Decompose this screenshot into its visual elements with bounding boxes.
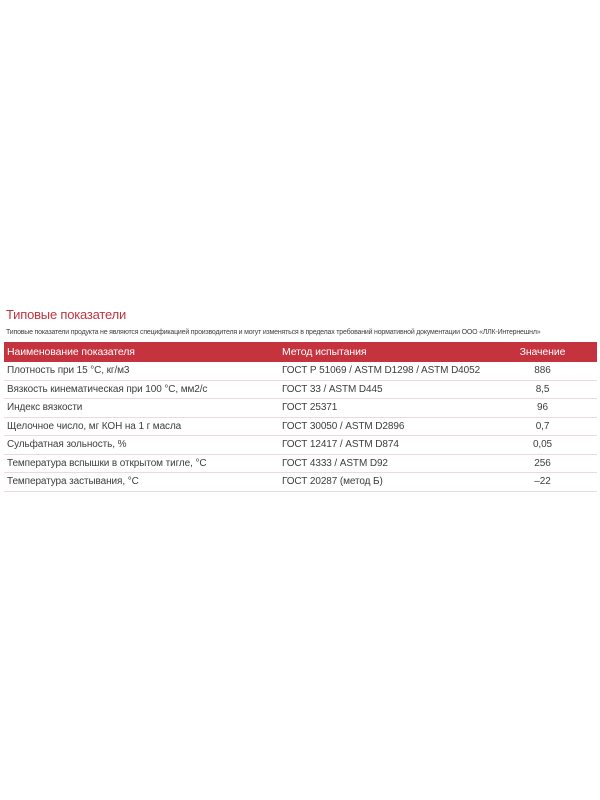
parameter-name-cell: Щелочное число, мг КОН на 1 г масла <box>4 417 282 436</box>
parameter-name-cell: Вязкость кинематическая при 100 °С, мм2/с <box>4 380 282 399</box>
column-header-method: Метод испытания <box>282 342 488 362</box>
test-method-cell: ГОСТ Р 51069 / ASTM D1298 / ASTM D4052 <box>282 362 488 380</box>
page-title: Типовые показатели <box>6 307 127 322</box>
test-method-cell: ГОСТ 12417 / ASTM D874 <box>282 436 488 455</box>
parameter-value-cell: 0,05 <box>488 436 597 455</box>
parameter-name-cell: Плотность при 15 °С, кг/м3 <box>4 362 282 380</box>
parameter-value-cell: 8,5 <box>488 380 597 399</box>
parameter-name-cell: Температура застывания, °С <box>4 473 282 492</box>
parameter-value-cell: 96 <box>488 399 597 418</box>
column-header-name: Наименование показателя <box>4 342 282 362</box>
parameter-value-cell: 0,7 <box>488 417 597 436</box>
parameter-name-cell: Температура вспышки в открытом тигле, °С <box>4 454 282 473</box>
table-row <box>4 473 597 492</box>
table-row <box>4 454 597 473</box>
test-method-cell: ГОСТ 4333 / ASTM D92 <box>282 454 488 473</box>
test-method-cell: ГОСТ 20287 (метод Б) <box>282 473 488 492</box>
parameter-value-cell: 886 <box>488 362 597 380</box>
table-row <box>4 417 597 436</box>
parameter-name-cell: Сульфатная зольность, % <box>4 436 282 455</box>
parameter-name-cell: Индекс вязкости <box>4 399 282 418</box>
spec-table <box>4 342 597 492</box>
column-header-value: Значение <box>488 342 597 362</box>
table-header-row <box>4 342 597 362</box>
table-body <box>4 362 597 491</box>
table-row <box>4 399 597 418</box>
parameter-value-cell: –22 <box>488 473 597 492</box>
test-method-cell: ГОСТ 33 / ASTM D445 <box>282 380 488 399</box>
table-row <box>4 436 597 455</box>
parameter-value-cell: 256 <box>488 454 597 473</box>
table-row <box>4 380 597 399</box>
test-method-cell: ГОСТ 25371 <box>282 399 488 418</box>
table-row <box>4 362 597 380</box>
test-method-cell: ГОСТ 30050 / ASTM D2896 <box>282 417 488 436</box>
disclaimer-text: Типовые показатели продукта не являются спецификацией производителя и могут изменяться в пределах требований нормативной документации ООО «ЛЛК-Интернешнл» <box>6 329 541 336</box>
